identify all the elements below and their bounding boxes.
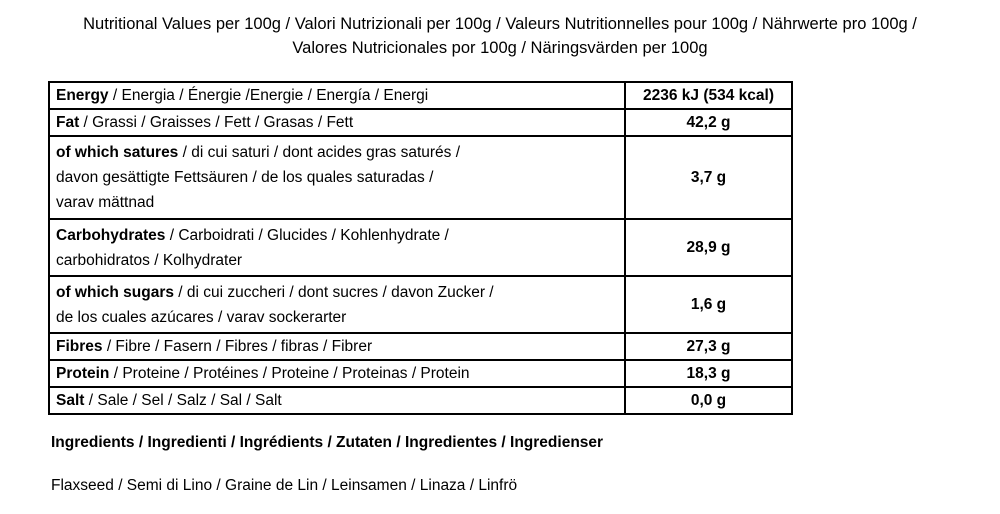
row-translations: / Proteine / Protéines / Proteine / Proteinas / Protein [109,365,470,382]
table-row-saturates [49,136,792,219]
row-translations: / Fibre / Fasern / Fibres / fibras / Fibrer [102,338,373,355]
row-translations: / di cui saturi / dont acides gras saturés / [178,144,461,161]
row-translations: de los cuales azúcares / varav sockerarter [56,308,347,326]
row-translations: / Sale / Sel / Salz / Sal / Salt [84,392,282,409]
row-translations: davon gesättigte Fettsäuren / de los quales saturadas / [56,169,434,186]
row-term: Carbohydrates [56,226,166,244]
row-value: 42,2 g [625,109,792,136]
row-label [49,82,625,109]
row-value: 28,9 g [625,219,792,276]
row-term: Protein [56,365,110,382]
row-term: Fat [56,114,80,131]
row-term: Fibres [56,338,103,355]
page-title [0,12,1000,60]
row-label [49,109,625,136]
title-line-1: Nutritional Values per 100g / Valori Nutrizionali per 100g / Valeurs Nutritionnelles pour 100g / Nährwerte pro 100g / [83,15,917,33]
row-value: 1,6 g [625,276,792,333]
table-row-protein [49,360,792,387]
row-translations: / Energia / Énergie /Energie / Energía / Energi [108,87,429,104]
row-translations: / Grassi / Graisses / Fett / Grasas / Fett [79,114,354,131]
row-term: of which sugars [56,283,174,301]
table-row-fat [49,109,792,136]
row-translations: varav mättnad [56,194,155,211]
row-term: Energy [56,87,109,104]
table-row-salt [49,387,792,414]
row-label [49,387,625,414]
row-label [49,360,625,387]
ingredients-heading: Ingredients / Ingredienti / Ingrédients / Zutaten / Ingredientes / Ingredienser [51,434,604,451]
nutrition-table [48,81,793,415]
row-value: 18,3 g [625,360,792,387]
row-value: 27,3 g [625,333,792,360]
row-value: 3,7 g [625,136,792,219]
row-translations: carbohidratos / Kolhydrater [56,251,243,269]
row-translations: / Carboidrati / Glucides / Kohlenhydrate / [165,226,449,244]
row-value: 2236 kJ (534 kcal) [625,82,792,109]
row-translations: / di cui zuccheri / dont sucres / davon Zucker / [174,283,494,301]
row-label [49,276,625,333]
title-line-2: Valores Nutricionales por 100g / Näringsvärden per 100g [292,39,708,57]
table-row-fibres [49,333,792,360]
row-value: 0,0 g [625,387,792,414]
table-row-carbohydrates [49,219,792,276]
row-label [49,136,625,219]
row-term: of which satures [56,144,179,161]
table-row-energy [49,82,792,109]
row-label [49,333,625,360]
row-label [49,219,625,276]
table-row-sugars [49,276,792,333]
row-term: Salt [56,392,85,409]
ingredients-text: Flaxseed / Semi di Lino / Graine de Lin / Leinsamen / Linaza / Linfrö [51,477,518,494]
